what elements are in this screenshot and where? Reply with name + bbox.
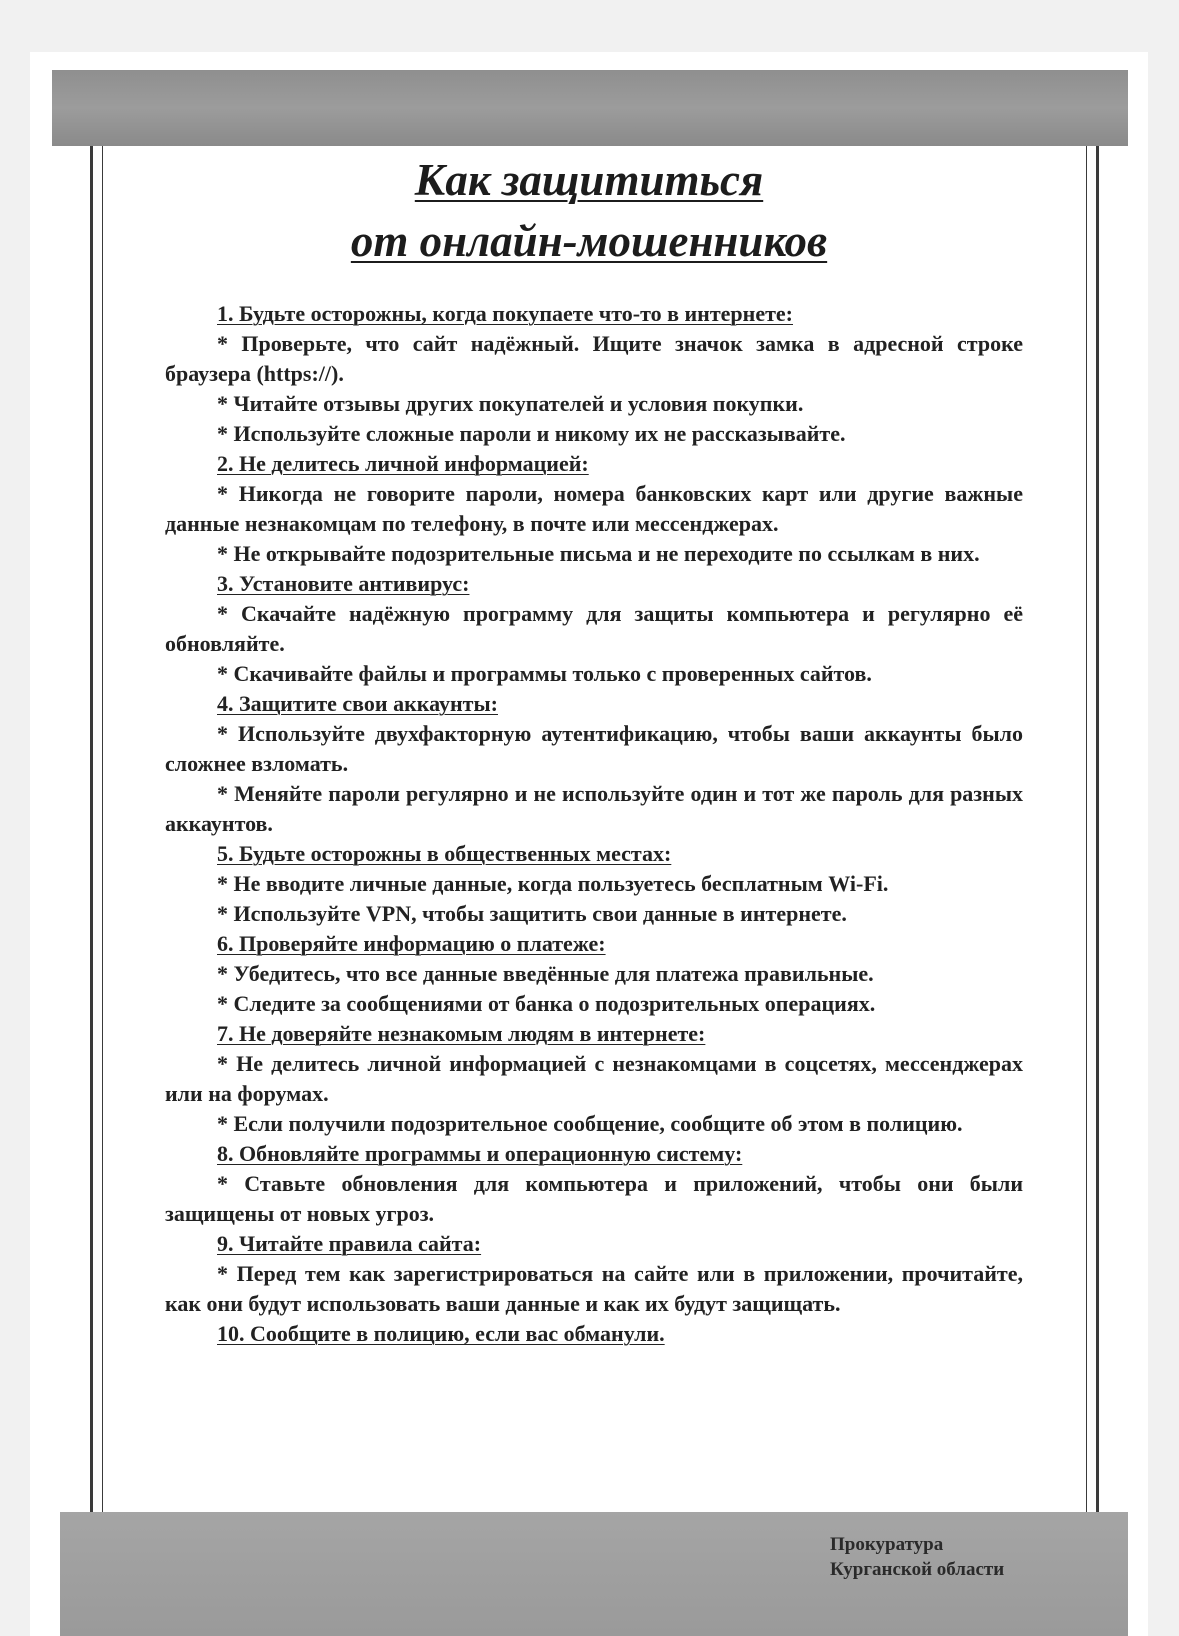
- organization-line-1: Прокуратура: [830, 1534, 944, 1555]
- bullet-item: * Используйте двухфакторную аутентификацию, чтобы ваши аккаунты было сложнее взломать.: [165, 721, 1023, 776]
- left-border-line-thin: [102, 146, 103, 1512]
- bullet-item: * Следите за сообщениями от банка о подозрительных операциях.: [217, 991, 876, 1016]
- bullet-item: * Скачайте надёжную программу для защиты компьютера и регулярно её обновляйте.: [165, 601, 1023, 656]
- section-heading: 4. Защитите свои аккаунты:: [217, 691, 498, 716]
- bullet-item: * Используйте сложные пароли и никому их не рассказывайте.: [217, 421, 846, 446]
- section-heading: 6. Проверяйте информацию о платеже:: [217, 931, 606, 956]
- title-line-2: от онлайн-мошенников: [350, 216, 828, 266]
- final-heading: 10. Сообщите в полицию, если вас обманули.: [217, 1321, 665, 1346]
- section-heading: 3. Установите антивирус:: [217, 571, 470, 596]
- bullet-item: * Никогда не говорите пароли, номера банковских карт или другие важные данные незнакомцам по телефону, в почте или мессенджерах.: [165, 481, 1023, 536]
- bullet-item: * Скачивайте файлы и программы только с проверенных сайтов.: [217, 661, 872, 686]
- bullet-item: * Не делитесь личной информацией с незнакомцами в соцсетях, мессенджерах или на форумах.: [165, 1051, 1023, 1106]
- organization-line-2: Курганской области: [830, 1559, 1005, 1580]
- bullet-item: * Меняйте пароли регулярно и не используйте один и тот же пароль для разных аккаунтов.: [165, 781, 1023, 836]
- section-heading: 1. Будьте осторожны, когда покупаете что-то в интернете:: [217, 301, 793, 326]
- bullet-item: * Используйте VPN, чтобы защитить свои данные в интернете.: [217, 901, 847, 926]
- section-heading: 2. Не делитесь личной информацией:: [217, 451, 589, 476]
- document-page: [30, 52, 1148, 1636]
- right-border-line-thin: [1086, 146, 1087, 1512]
- bullet-item: * Не вводите личные данные, когда пользуетесь бесплатным Wi-Fi.: [217, 871, 889, 896]
- section-heading: 8. Обновляйте программы и операционную систему:: [217, 1141, 743, 1166]
- section-heading: 5. Будьте осторожны в общественных местах:: [217, 841, 672, 866]
- left-border-line: [90, 146, 93, 1512]
- bullet-item: * Перед тем как зарегистрироваться на сайте или в приложении, прочитайте, как они будут использовать ваши данные и как их будут защищать.: [165, 1261, 1023, 1316]
- organization-signature: [830, 1532, 1004, 1582]
- bullet-item: * Если получили подозрительное сообщение, сообщите об этом в полицию.: [217, 1111, 963, 1136]
- bullet-item: * Читайте отзывы других покупателей и условия покупки.: [217, 391, 804, 416]
- bullet-item: * Не открывайте подозрительные письма и не переходите по ссылкам в них.: [217, 541, 980, 566]
- document-body: [165, 299, 1023, 1349]
- header-band: [52, 70, 1128, 146]
- bullet-item: * Проверьте, что сайт надёжный. Ищите значок замка в адресной строке браузера (https://).: [165, 331, 1023, 386]
- bullet-item: * Ставьте обновления для компьютера и приложений, чтобы они были защищены от новых угроз.: [165, 1171, 1023, 1226]
- title-line-1: Как защититься: [414, 155, 764, 205]
- section-heading: 9. Читайте правила сайта:: [217, 1231, 482, 1256]
- right-border-line: [1096, 146, 1099, 1512]
- section-heading: 7. Не доверяйте незнакомым людям в интернете:: [217, 1021, 706, 1046]
- bullet-item: * Убедитесь, что все данные введённые для платежа правильные.: [217, 961, 874, 986]
